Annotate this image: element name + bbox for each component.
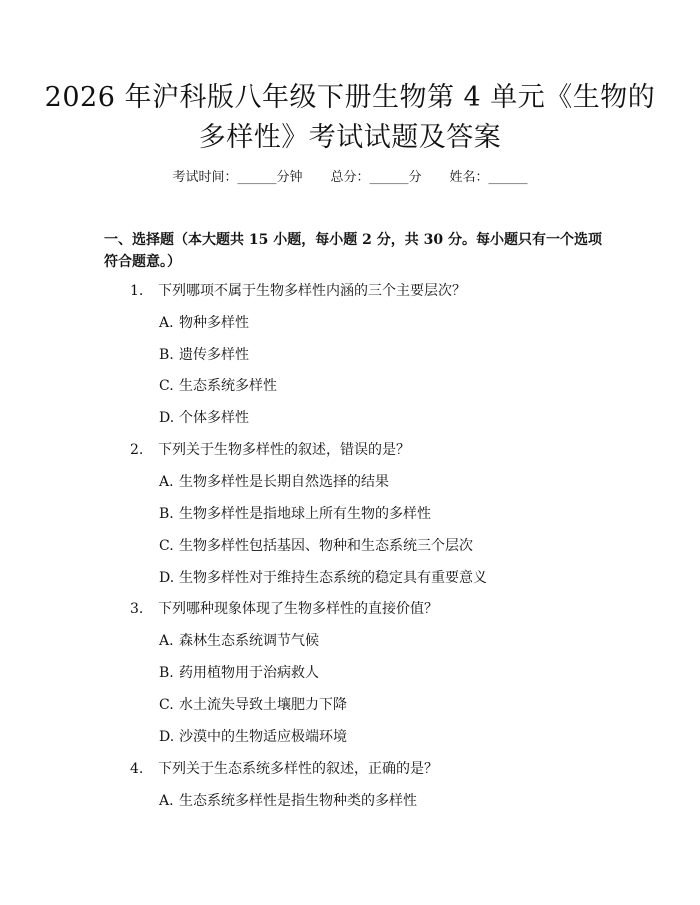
option-text: 物种多样性 [179, 315, 249, 331]
question-text: 下列哪种现象体现了生物多样性的直接价值？ [158, 601, 438, 617]
question-2-option-d [159, 568, 487, 588]
student-name-field: 姓名：______ [449, 170, 528, 185]
question-4-option-a [159, 791, 417, 811]
option-letter: A. [159, 315, 174, 331]
question-4 [130, 759, 438, 779]
option-text: 沙漠中的生物适应极端环境 [179, 729, 347, 745]
question-1-option-b [159, 345, 249, 365]
question-number: 1. [130, 283, 144, 299]
option-letter: A. [159, 793, 174, 809]
option-letter: A. [159, 633, 174, 649]
exam-time-field: 考试时间：______分钟 [172, 170, 303, 185]
option-letter: B. [159, 347, 174, 363]
question-3-option-b [159, 663, 319, 683]
question-3 [130, 599, 438, 619]
question-text: 下列关于生物多样性的叙述，错误的是？ [158, 442, 410, 458]
option-letter: C. [159, 538, 174, 554]
question-number: 4. [130, 761, 144, 777]
question-3-option-d [159, 727, 347, 747]
option-text: 森林生态系统调节气候 [179, 633, 319, 649]
question-1-option-d [159, 408, 249, 428]
option-letter: C. [159, 378, 174, 394]
option-text: 生态系统多样性 [179, 378, 277, 394]
exam-title: 2026 年沪科版八年级下册生物第 4 单元《生物的多样性》考试试题及答案 [44, 82, 656, 153]
question-1 [130, 281, 466, 301]
option-text: 生物多样性是长期自然选择的结果 [179, 474, 389, 490]
option-letter: B. [159, 665, 174, 681]
option-letter: C. [159, 697, 174, 713]
question-number: 2. [130, 442, 144, 458]
question-3-option-a [159, 631, 319, 651]
option-text: 水土流失导致土壤肥力下降 [179, 697, 347, 713]
total-score-field: 总分：______分 [330, 170, 422, 185]
exam-info-line [0, 169, 700, 187]
question-1-option-a [159, 313, 249, 333]
question-2 [130, 440, 410, 460]
question-1-option-c [159, 376, 277, 396]
question-number: 3. [130, 601, 144, 617]
option-text: 生物多样性是指地球上所有生物的多样性 [179, 506, 431, 522]
option-text: 生物多样性包括基因、物种和生态系统三个层次 [179, 538, 473, 554]
option-letter: D. [159, 729, 175, 745]
question-text: 下列关于生态系统多样性的叙述，正确的是？ [158, 761, 438, 777]
section-heading: 一、选择题（本大题共 15 小题，每小题 2 分，共 30 分。每小题只有一个选项符合题意。） [104, 232, 602, 270]
option-text: 药用植物用于治病救人 [179, 665, 319, 681]
option-letter: D. [159, 570, 175, 586]
option-letter: D. [159, 410, 175, 426]
question-2-option-a [159, 472, 389, 492]
question-2-option-c [159, 536, 473, 556]
question-3-option-c [159, 695, 347, 715]
option-letter: B. [159, 506, 174, 522]
option-text: 遗传多样性 [179, 347, 249, 363]
option-text: 个体多样性 [179, 410, 249, 426]
question-2-option-b [159, 504, 431, 524]
question-text: 下列哪项不属于生物多样性内涵的三个主要层次？ [158, 283, 466, 299]
option-letter: A. [159, 474, 174, 490]
option-text: 生物多样性对于维持生态系统的稳定具有重要意义 [179, 570, 487, 586]
option-text: 生态系统多样性是指生物种类的多样性 [179, 793, 417, 809]
